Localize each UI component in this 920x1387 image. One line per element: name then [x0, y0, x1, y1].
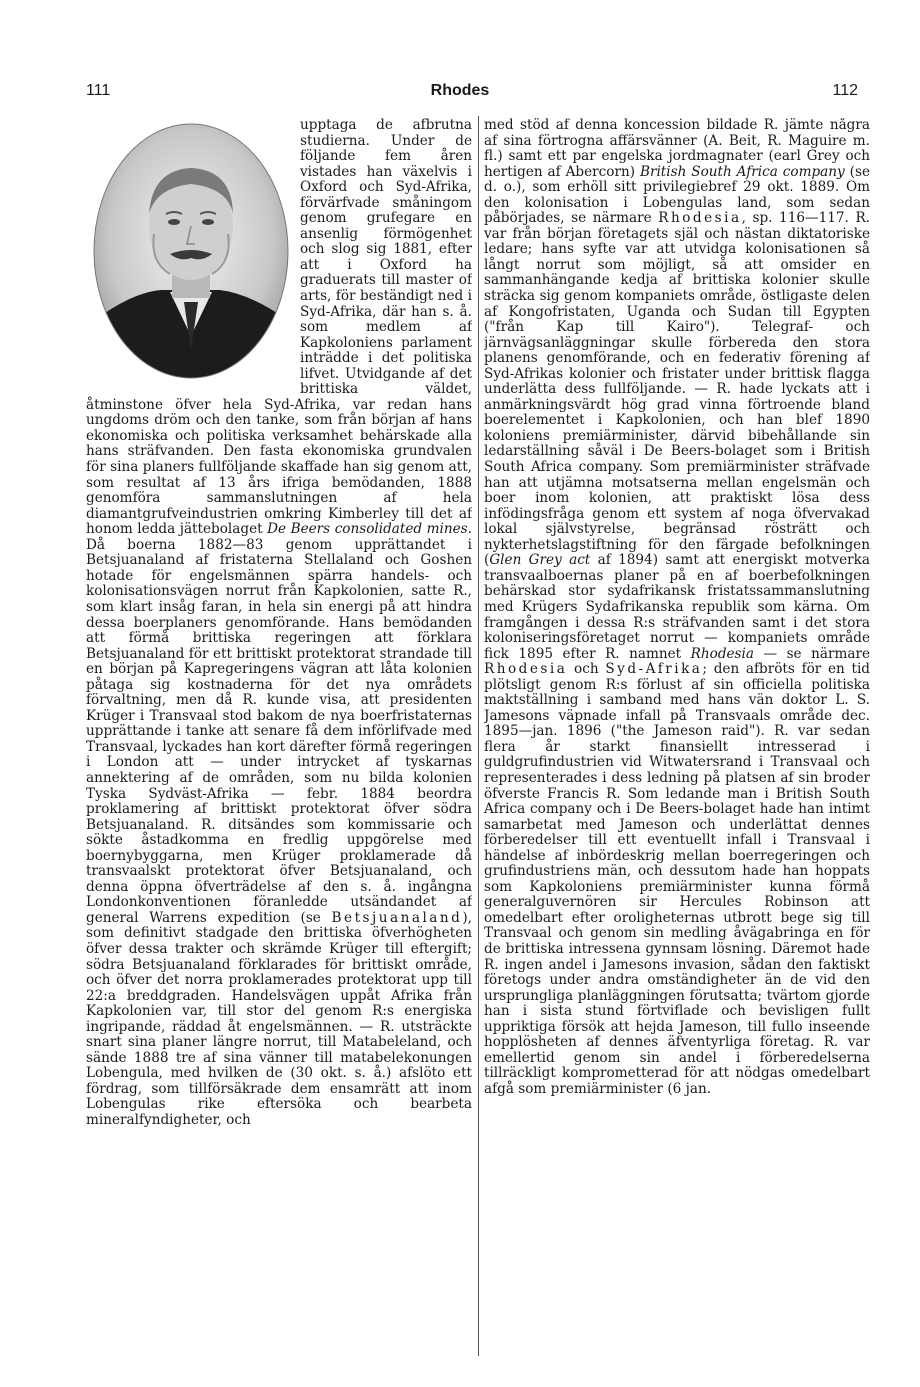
body-text: . Då boerna 1882—83 genom upprättandet i Betsjuanaland af fristaterna Stellaland och Goshen hotade för engelsmännen spärra handels- och kolonisationsvägen norrut från Kapkolonien, satte R., som klart insåg faran, in hela sin energi på att hindra dessa boerplaners genomförande. Hans bemödanden att förmå brittiska regeringen att förklara Betsjuanaland för ett brittiskt protektorat strandade till en början på Kapregeringens vägran att låta kolonien påtaga sig kostnaderna för det nya områdets förvaltning, men då R. kunde visa, att presidenten Krüger i Transvaal stod bakom de nya boerfristaternas upprättande i tanke att senare få dem införlifvade med Transvaal, lyckades han kort därefter förmå regeringen i London att — under intrycket af tyskarnas annektering af de områden, som nu bilda kolonien Tyska Sydväst-Afrika — febr. 1884 beordra proklamering af brittiskt protektorat öfver södra Betsjuanaland. R. ditsändes som kommissarie och sökte åstadkomma en fredlig uppgörelse med boernybyggarna, men Krüger proklamerade då transvaalskt protektorat öfver Betsjuanaland, och denna öppna öfverträdelse af den s. å. ingångna Londonkonventionen föranledde utsändandet af general Warrens expedition (se: [86, 521, 472, 926]
portrait-image: [92, 122, 290, 380]
left-column: [86, 118, 472, 1358]
body-text: ), som definitivt stadgade den brittiska öfverhögheten öfver dessa trakter och skrämde Krüger till eftergift; södra Betsjuanaland förklarades för brittiskt område, och öfver det norra proklamerades protektorat upp till 22:a breddgraden. Handelsvägen uppåt Afrika från Kapkolonien var, till stor del genom R:s energiska ingripande, räddad åt engelsmännen. — R. utsträckte snart sina planer längre norrut, till Matabeleland, och sände 1888 tre af sina vänner till matabelekonungen Lobengula, med hvilken de (30 okt. s. å.) afslöto ett fördrag, som tillförsäkrade dem ensamrätt att inom Lobengulas rike eftersöka och bearbeta mineralfyndigheter, och: [86, 909, 472, 1128]
portrait-icon: [92, 122, 290, 380]
right-column: [484, 118, 870, 1358]
body-text: — se närmare: [754, 645, 870, 662]
body-text: med stöd af denna koncession bildade R. jämte några af sina förtrogna affärsvänner (A. Beit, R. Maguire m. fl.) samt ett par engelska jordmagnater (earl Grey och hertigen af Abercorn): [484, 118, 870, 180]
page-number-left: 111: [86, 82, 111, 99]
body-text: ; den afbröts för en tid plötsligt genom R:s förlust af sin officiella politiska maktställning i samband med hans vän doktor L. S. Jamesons väpnade infall på Transvaals område dec. 1895—jan. 1896 ("the Jameson raid"). R. var sedan flera år starkt finansiellt intresserad i guldgrufindustrien vid Witwatersrand i Transvaal och representerades i dess ledning på platsen af sin broder öfverste Francis R. Som ledande man i British South Africa company och i De Beers-bolaget hade han intimt samarbetat med Jameson och underlättat dennes förberedelser till ett eventuellt infall i Transvaal i händelse af inbördeskrig mellan boerregeringen och grufindustriens män, och dessutom hade han hoppats som Kapkoloniens premiärminister kunna förmå generalguvernören sir Hercules Robinson att omedelbart efter oroligheternas utbrott bege sig till Transvaal och genom sin medling åvägabringa en för de brittiska intressena gynnsam lösning. Däremot hade R. ingen andel i Jamesons invasion, sådan den faktiskt företogs under andra omständigheter än de vid den ursprungliga planläggningen förutsatta; tvärtom gjorde han i sista stund förtviflade och bevisligen fullt uppriktiga försök att hejda Jameson, till fullo inseende hopplösheten af dennes äfventyrliga företag. R. var emellertid genom sin andel i förberedelserna tillräckligt komprometterad för att nödgas omedelbart afgå som premiärminister (6 jan.: [484, 661, 870, 1097]
italic-text: Rhodesia: [690, 645, 754, 662]
italic-text: British South Africa company: [639, 163, 845, 180]
body-text: (se d. o.), som erhöll sitt privilegiebref 29 okt. 1889. Om den kolonisation i Lobengulas land, som sedan påbörjades, se närmare: [484, 163, 870, 227]
right-column-text: [484, 118, 870, 1097]
spaced-text: Betsjuanaland: [331, 909, 463, 926]
spaced-text: Rhodesia: [658, 210, 742, 227]
body-text: och: [567, 661, 606, 678]
body-text: , sp. 116—117. R. var från början företagets själ och nästan diktatoriske ledare; hans syfte var att utvidga kolonisationen så långt norrut som möjligt, så att omsider en sammanhängande kedja af brittiska kolonier skulle sträcka sig genom kompaniets område, östligaste delen af Kongofristaten, Uganda och Sudan till Egypten ("från Kap till Kairo"). Telegraf- och järnvägsanläggningar skulle förbereda den stora planens genomförande, och en federativ förening af Syd-Afrikas kolonier och fristater under brittisk flagga underlätta dess fullföljande. — R. hade lyckats att i anmärkningsvärdt hög grad vinna förtroende bland boerelementet i Kapkolonien, och han blef 1890 koloniens premiärminister, därvid bibehållande sin ledarställning såväl i De Beers-bolaget som i British South Africa company. Som premiärminister sträfvade han att utjämna motsatserna mellan engelsmän och boer inom kolonien, att praktiskt lösa dess infödingsfråga genom ett system af noga öfvervakad lokal självstyrelse, begränsad rösträtt och nykterhetslagstiftning för den färgade befolkningen (: [484, 210, 870, 569]
italic-text: De Beers consolidated mines: [267, 521, 468, 538]
running-title: Rhodes: [430, 82, 490, 99]
body-text: af 1894) samt att energiskt motverka transvaalboernas planer på en af boerbefolkningen behärskad stor sydafrikansk fristatssammanslutning med Krügers Sydafrikanska republik som kärna. Om framgången i dessa R:s sträfvanden samt i det stora koloniseringsföretaget norrut — kompaniets område fick 1895 efter R. namnet: [484, 552, 870, 662]
spaced-text: Rhodesia: [484, 661, 568, 678]
italic-text: Glen Grey act: [489, 552, 591, 569]
spaced-text: Syd-Afrika: [605, 661, 703, 678]
column-divider: [478, 116, 479, 1356]
body-text: upptaga de afbrutna studierna. Under de följande fem åren vistades han växelvis i Oxford och Syd-Afrika, förvärfvade småningom genom grufegare en ansenlig förmögenhet och slog sig 1881, efter att i Oxford ha graduerats till master of arts, för beständigt ned i Syd-Afrika, där han s. å. som medlem af Kapkoloniens parlament inträdde i det politiska lifvet. Utvidgande af det brittiska väldet, åtminstone öfver hela Syd-Afrika, var redan hans ungdoms dröm och den tanke, som från början af hans ekonomiska och politiska verksamhet behärskade alla hans sträfvanden. Den fasta ekonomiska grundvalen för sina planers fullföljande skaffade han sig genom att, som resultat af 13 års ifriga bemödanden, 1888 genomföra sammanslutningen af hela diamantgrufveindustrien omkring Kimberley till det af honom ledda jättebolaget: [86, 118, 472, 538]
page-number-right: 112: [832, 82, 858, 99]
